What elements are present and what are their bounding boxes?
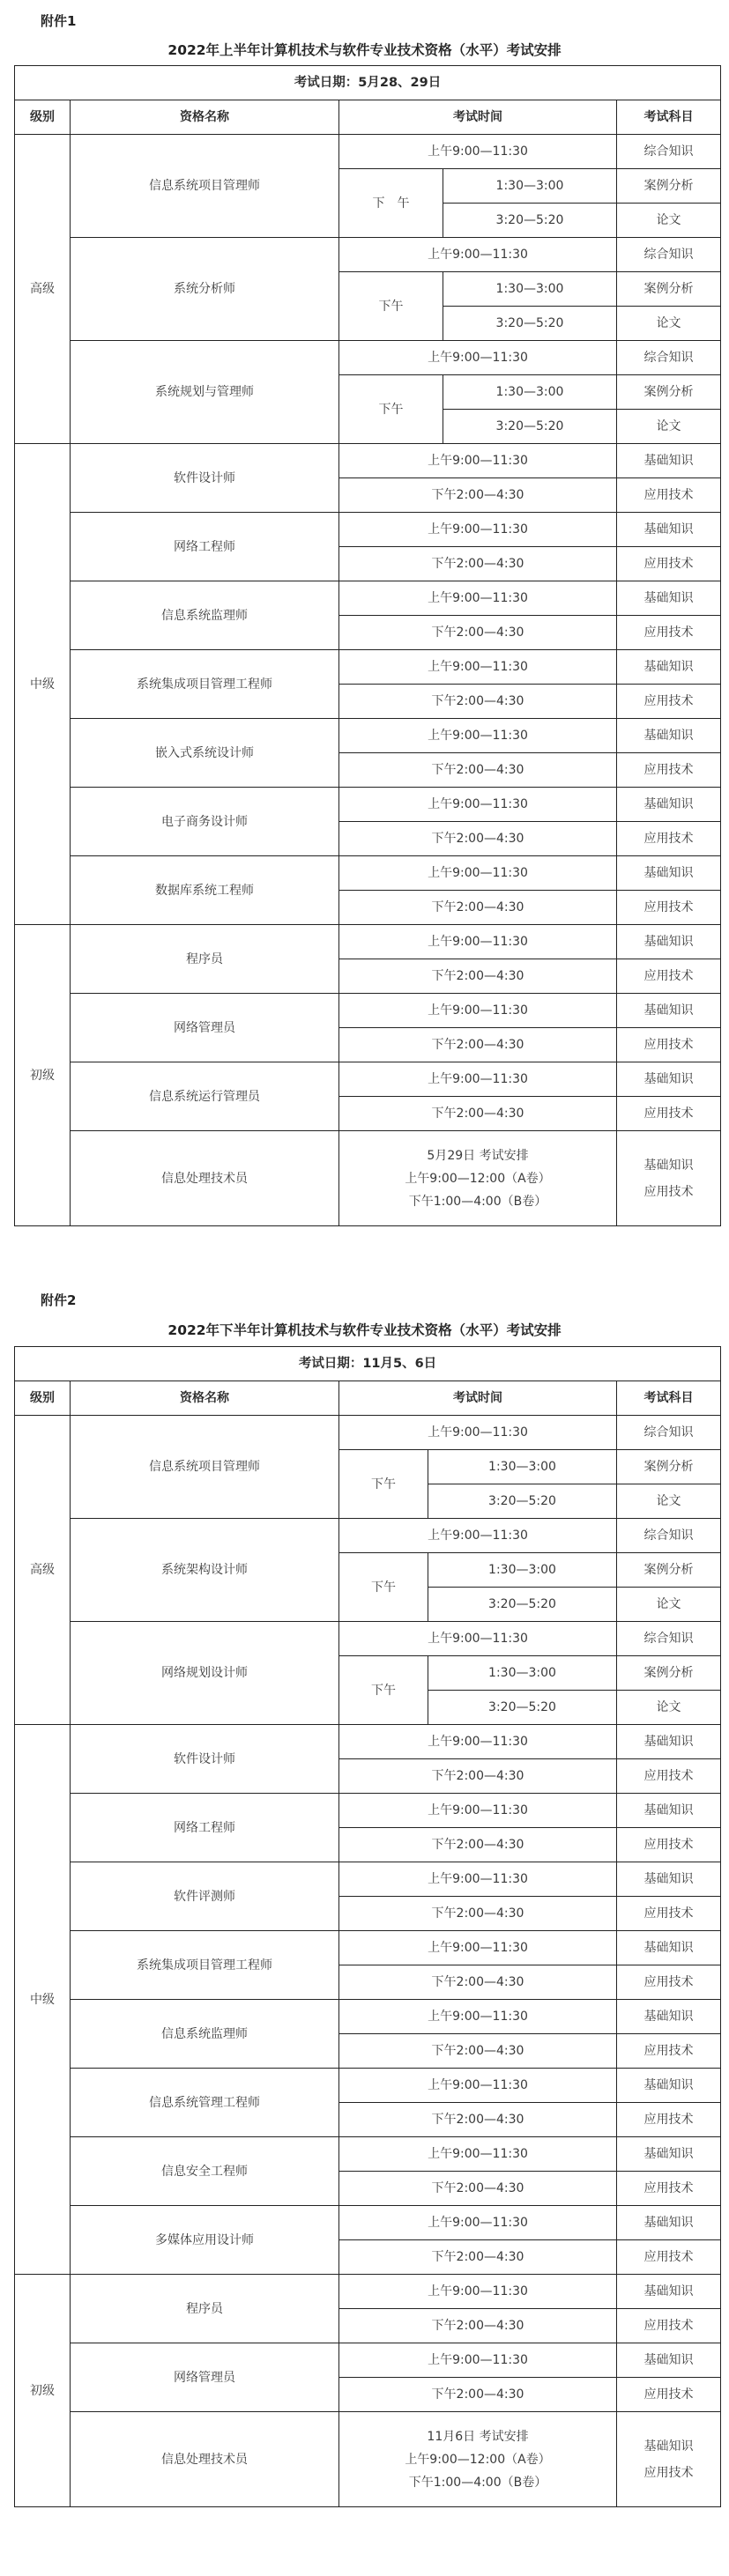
header-qualification: 资格名称 xyxy=(71,1381,339,1416)
pm-time: 下午2:00—4:30 xyxy=(339,2240,617,2275)
pm-slot-subject: 案例分析 xyxy=(617,1553,721,1588)
pm-slot-subject: 案例分析 xyxy=(617,1450,721,1484)
pm-time: 下午2:00—4:30 xyxy=(339,2103,617,2137)
am-time: 上午9:00—11:30 xyxy=(339,2275,617,2309)
qualification-name: 数据库系统工程师 xyxy=(71,856,339,925)
am-subject: 基础知识 xyxy=(617,2206,721,2240)
am-time: 上午9:00—11:30 xyxy=(339,1862,617,1897)
table-row xyxy=(15,2343,721,2378)
pm-time: 下午2:00—4:30 xyxy=(339,1965,617,2000)
pm-subject: 应用技术 xyxy=(617,478,721,513)
qualification-name: 信息系统项目管理师 xyxy=(71,1416,339,1519)
am-time: 上午9:00—11:30 xyxy=(339,2343,617,2378)
am-subject: 基础知识 xyxy=(617,444,721,478)
pm-slot-subject: 论文 xyxy=(617,1484,721,1519)
pm-slot-subject: 案例分析 xyxy=(617,169,721,204)
pm-slot-time: 3:20—5:20 xyxy=(428,1691,617,1725)
table-row xyxy=(15,513,721,547)
pm-subject: 应用技术 xyxy=(617,959,721,994)
pm-slot-subject: 案例分析 xyxy=(617,272,721,307)
table-row xyxy=(15,788,721,822)
am-time: 上午9:00—11:30 xyxy=(339,1931,617,1965)
pm-subject: 应用技术 xyxy=(617,1828,721,1862)
qualification-name: 电子商务设计师 xyxy=(71,788,339,856)
pm-slot-time: 1:30—3:00 xyxy=(443,375,617,410)
qualification-name: 嵌入式系统设计师 xyxy=(71,719,339,788)
exam-date: 考试日期：11月5、6日 xyxy=(15,1347,721,1381)
table-row xyxy=(15,994,721,1028)
header-level: 级别 xyxy=(15,1381,71,1416)
table-row xyxy=(15,925,721,959)
am-subject: 基础知识 xyxy=(617,2343,721,2378)
am-subject: 基础知识 xyxy=(617,1931,721,1965)
pm-slot-subject: 论文 xyxy=(617,1588,721,1622)
am-time: 上午9:00—11:30 xyxy=(339,2069,617,2103)
pm-label: 下午 xyxy=(339,1656,428,1725)
special-time-block xyxy=(339,2412,617,2507)
pm-slot-time: 1:30—3:00 xyxy=(443,169,617,204)
am-subject: 基础知识 xyxy=(617,2069,721,2103)
pm-subject: 应用技术 xyxy=(617,2378,721,2412)
pm-slot-time: 1:30—3:00 xyxy=(428,1553,617,1588)
am-subject: 基础知识 xyxy=(617,788,721,822)
qualification-name: 信息系统管理工程师 xyxy=(71,2069,339,2137)
level-cell: 初级 xyxy=(15,2275,71,2507)
pm-subject: 应用技术 xyxy=(617,1897,721,1931)
pm-time: 下午2:00—4:30 xyxy=(339,616,617,650)
level-cell: 中级 xyxy=(15,444,71,925)
annex-2-label: 附件2 xyxy=(41,1292,77,1308)
table-row xyxy=(15,1131,721,1226)
header-exam-time: 考试时间 xyxy=(339,1381,617,1416)
qualification-name: 信息系统监理师 xyxy=(71,2000,339,2069)
time-line: 下午1:00—4:00（B卷） xyxy=(408,2475,547,2490)
am-subject: 基础知识 xyxy=(617,925,721,959)
am-time: 上午9:00—11:30 xyxy=(339,994,617,1028)
pm-subject: 应用技术 xyxy=(617,547,721,581)
pm-time: 下午2:00—4:30 xyxy=(339,478,617,513)
table-row xyxy=(15,1622,721,1656)
am-subject: 综合知识 xyxy=(617,135,721,169)
qualification-name: 网络管理员 xyxy=(71,994,339,1062)
header-exam-time: 考试时间 xyxy=(339,100,617,135)
special-subject-block xyxy=(617,1131,721,1226)
am-time: 上午9:00—11:30 xyxy=(339,2137,617,2172)
qualification-name: 网络工程师 xyxy=(71,1794,339,1862)
pm-slot-time: 1:30—3:00 xyxy=(443,272,617,307)
pm-time: 下午2:00—4:30 xyxy=(339,959,617,994)
table-row xyxy=(15,2275,721,2309)
special-time-block xyxy=(339,1131,617,1226)
table-row xyxy=(15,581,721,616)
pm-subject: 应用技术 xyxy=(617,2034,721,2069)
pm-subject: 应用技术 xyxy=(617,822,721,856)
table-row xyxy=(15,135,721,169)
table-row xyxy=(15,1416,721,1450)
pm-slot-time: 3:20—5:20 xyxy=(443,410,617,444)
table-row xyxy=(15,1794,721,1828)
header-exam-subject: 考试科目 xyxy=(617,1381,721,1416)
am-subject: 基础知识 xyxy=(617,1062,721,1097)
am-subject: 基础知识 xyxy=(617,994,721,1028)
subject-line: 基础知识 xyxy=(643,2439,694,2454)
header-exam-subject: 考试科目 xyxy=(617,100,721,135)
am-subject: 基础知识 xyxy=(617,2000,721,2034)
date-row xyxy=(15,66,721,100)
am-time: 上午9:00—11:30 xyxy=(339,2206,617,2240)
time-line: 5月29日 考试安排 xyxy=(427,1148,529,1163)
pm-time: 下午2:00—4:30 xyxy=(339,1759,617,1794)
date-row xyxy=(15,1347,721,1381)
qualification-name: 网络规划设计师 xyxy=(71,1622,339,1725)
qualification-name: 信息安全工程师 xyxy=(71,2137,339,2206)
table-row xyxy=(15,719,721,753)
qualification-name: 系统规划与管理师 xyxy=(71,341,339,444)
qualification-name: 多媒体应用设计师 xyxy=(71,2206,339,2275)
header-qualification: 资格名称 xyxy=(71,100,339,135)
am-subject: 综合知识 xyxy=(617,341,721,375)
qualification-name: 信息处理技术员 xyxy=(71,1131,339,1226)
am-time: 上午9:00—11:30 xyxy=(339,1794,617,1828)
pm-time: 下午2:00—4:30 xyxy=(339,891,617,925)
am-subject: 综合知识 xyxy=(617,238,721,272)
header-row xyxy=(15,100,721,135)
qualification-name: 信息系统运行管理员 xyxy=(71,1062,339,1131)
pm-label: 下午 xyxy=(339,1553,428,1622)
am-subject: 综合知识 xyxy=(617,1519,721,1553)
pm-subject: 应用技术 xyxy=(617,2103,721,2137)
am-time: 上午9:00—11:30 xyxy=(339,444,617,478)
qualification-name: 系统架构设计师 xyxy=(71,1519,339,1622)
qualification-name: 程序员 xyxy=(71,925,339,994)
level-cell: 中级 xyxy=(15,1725,71,2275)
am-time: 上午9:00—11:30 xyxy=(339,719,617,753)
qualification-name: 程序员 xyxy=(71,2275,339,2343)
exam-schedule-table-second-half xyxy=(14,1346,721,2507)
am-subject: 基础知识 xyxy=(617,513,721,547)
table-row xyxy=(15,1862,721,1897)
am-subject: 基础知识 xyxy=(617,1862,721,1897)
am-subject: 基础知识 xyxy=(617,2137,721,2172)
time-line: 上午9:00—12:00（A卷） xyxy=(405,1171,551,1186)
am-time: 上午9:00—11:30 xyxy=(339,650,617,685)
header-level: 级别 xyxy=(15,100,71,135)
am-time: 上午9:00—11:30 xyxy=(339,925,617,959)
pm-slot-subject: 案例分析 xyxy=(617,1656,721,1691)
table-row xyxy=(15,2000,721,2034)
qualification-name: 系统集成项目管理工程师 xyxy=(71,1931,339,2000)
qualification-name: 信息处理技术员 xyxy=(71,2412,339,2507)
pm-label: 下午 xyxy=(339,375,443,444)
am-time: 上午9:00—11:30 xyxy=(339,1062,617,1097)
subject-line: 应用技术 xyxy=(643,1184,694,1199)
am-time: 上午9:00—11:30 xyxy=(339,1416,617,1450)
pm-slot-subject: 论文 xyxy=(617,410,721,444)
qualification-name: 网络管理员 xyxy=(71,2343,339,2412)
am-time: 上午9:00—11:30 xyxy=(339,788,617,822)
pm-time: 下午2:00—4:30 xyxy=(339,547,617,581)
level-cell: 高级 xyxy=(15,135,71,444)
am-subject: 基础知识 xyxy=(617,650,721,685)
pm-time: 下午2:00—4:30 xyxy=(339,2034,617,2069)
qualification-name: 系统集成项目管理工程师 xyxy=(71,650,339,719)
time-line: 11月6日 考试安排 xyxy=(427,2429,529,2444)
pm-slot-time: 1:30—3:00 xyxy=(428,1450,617,1484)
am-time: 上午9:00—11:30 xyxy=(339,2000,617,2034)
am-time: 上午9:00—11:30 xyxy=(339,581,617,616)
am-time: 上午9:00—11:30 xyxy=(339,341,617,375)
am-time: 上午9:00—11:30 xyxy=(339,1725,617,1759)
qualification-name: 软件评测师 xyxy=(71,1862,339,1931)
subject-line: 基础知识 xyxy=(643,1158,694,1173)
table-row xyxy=(15,238,721,272)
am-subject: 基础知识 xyxy=(617,719,721,753)
level-cell: 高级 xyxy=(15,1416,71,1725)
pm-slot-time: 1:30—3:00 xyxy=(428,1656,617,1691)
qualification-name: 软件设计师 xyxy=(71,1725,339,1794)
header-row xyxy=(15,1381,721,1416)
pm-slot-time: 3:20—5:20 xyxy=(428,1484,617,1519)
pm-time: 下午2:00—4:30 xyxy=(339,685,617,719)
qualification-name: 软件设计师 xyxy=(71,444,339,513)
pm-time: 下午2:00—4:30 xyxy=(339,1828,617,1862)
pm-label: 下午 xyxy=(339,272,443,341)
pm-subject: 应用技术 xyxy=(617,1759,721,1794)
pm-slot-subject: 论文 xyxy=(617,307,721,341)
pm-subject: 应用技术 xyxy=(617,1965,721,2000)
pm-subject: 应用技术 xyxy=(617,1097,721,1131)
subject-line: 应用技术 xyxy=(643,2465,694,2480)
table-row xyxy=(15,1519,721,1553)
annex-2-title: 2022年下半年计算机技术与软件专业技术资格（水平）考试安排 xyxy=(167,1322,562,1338)
table-row xyxy=(15,2412,721,2507)
pm-time: 下午2:00—4:30 xyxy=(339,822,617,856)
pm-label: 下 午 xyxy=(339,169,443,238)
annex-1-label: 附件1 xyxy=(41,13,77,29)
am-subject: 基础知识 xyxy=(617,2275,721,2309)
annex-1-title: 2022年上半年计算机技术与软件专业技术资格（水平）考试安排 xyxy=(167,42,562,58)
time-line: 上午9:00—12:00（A卷） xyxy=(405,2452,551,2467)
am-subject: 综合知识 xyxy=(617,1416,721,1450)
am-time: 上午9:00—11:30 xyxy=(339,238,617,272)
pm-time: 下午2:00—4:30 xyxy=(339,2309,617,2343)
pm-time: 下午2:00—4:30 xyxy=(339,753,617,788)
exam-date: 考试日期：5月28、29日 xyxy=(15,66,721,100)
am-time: 上午9:00—11:30 xyxy=(339,856,617,891)
level-cell: 初级 xyxy=(15,925,71,1226)
pm-slot-subject: 论文 xyxy=(617,204,721,238)
pm-slot-time: 3:20—5:20 xyxy=(443,204,617,238)
pm-slot-time: 3:20—5:20 xyxy=(443,307,617,341)
am-time: 上午9:00—11:30 xyxy=(339,513,617,547)
am-time: 上午9:00—11:30 xyxy=(339,135,617,169)
pm-time: 下午2:00—4:30 xyxy=(339,1897,617,1931)
table-row xyxy=(15,1725,721,1759)
pm-slot-subject: 论文 xyxy=(617,1691,721,1725)
pm-time: 下午2:00—4:30 xyxy=(339,2172,617,2206)
table-row xyxy=(15,2069,721,2103)
pm-slot-subject: 案例分析 xyxy=(617,375,721,410)
pm-slot-time: 3:20—5:20 xyxy=(428,1588,617,1622)
table-row xyxy=(15,341,721,375)
time-line: 下午1:00—4:00（B卷） xyxy=(408,1194,547,1209)
am-subject: 综合知识 xyxy=(617,1622,721,1656)
pm-time: 下午2:00—4:30 xyxy=(339,1028,617,1062)
qualification-name: 信息系统监理师 xyxy=(71,581,339,650)
am-subject: 基础知识 xyxy=(617,1794,721,1828)
pm-subject: 应用技术 xyxy=(617,616,721,650)
qualification-name: 信息系统项目管理师 xyxy=(71,135,339,238)
table-row xyxy=(15,1062,721,1097)
pm-subject: 应用技术 xyxy=(617,891,721,925)
table-row xyxy=(15,444,721,478)
table-row xyxy=(15,2206,721,2240)
pm-label: 下午 xyxy=(339,1450,428,1519)
table-row xyxy=(15,1931,721,1965)
qualification-name: 系统分析师 xyxy=(71,238,339,341)
pm-time: 下午2:00—4:30 xyxy=(339,2378,617,2412)
am-subject: 基础知识 xyxy=(617,581,721,616)
pm-subject: 应用技术 xyxy=(617,2309,721,2343)
table-row xyxy=(15,2137,721,2172)
pm-subject: 应用技术 xyxy=(617,685,721,719)
table-row xyxy=(15,856,721,891)
pm-subject: 应用技术 xyxy=(617,2172,721,2206)
exam-schedule-table-first-half xyxy=(14,65,721,1226)
am-subject: 基础知识 xyxy=(617,1725,721,1759)
special-subject-block xyxy=(617,2412,721,2507)
am-subject: 基础知识 xyxy=(617,856,721,891)
qualification-name: 网络工程师 xyxy=(71,513,339,581)
pm-subject: 应用技术 xyxy=(617,2240,721,2275)
pm-subject: 应用技术 xyxy=(617,753,721,788)
pm-subject: 应用技术 xyxy=(617,1028,721,1062)
pm-time: 下午2:00—4:30 xyxy=(339,1097,617,1131)
am-time: 上午9:00—11:30 xyxy=(339,1622,617,1656)
am-time: 上午9:00—11:30 xyxy=(339,1519,617,1553)
table-row xyxy=(15,650,721,685)
